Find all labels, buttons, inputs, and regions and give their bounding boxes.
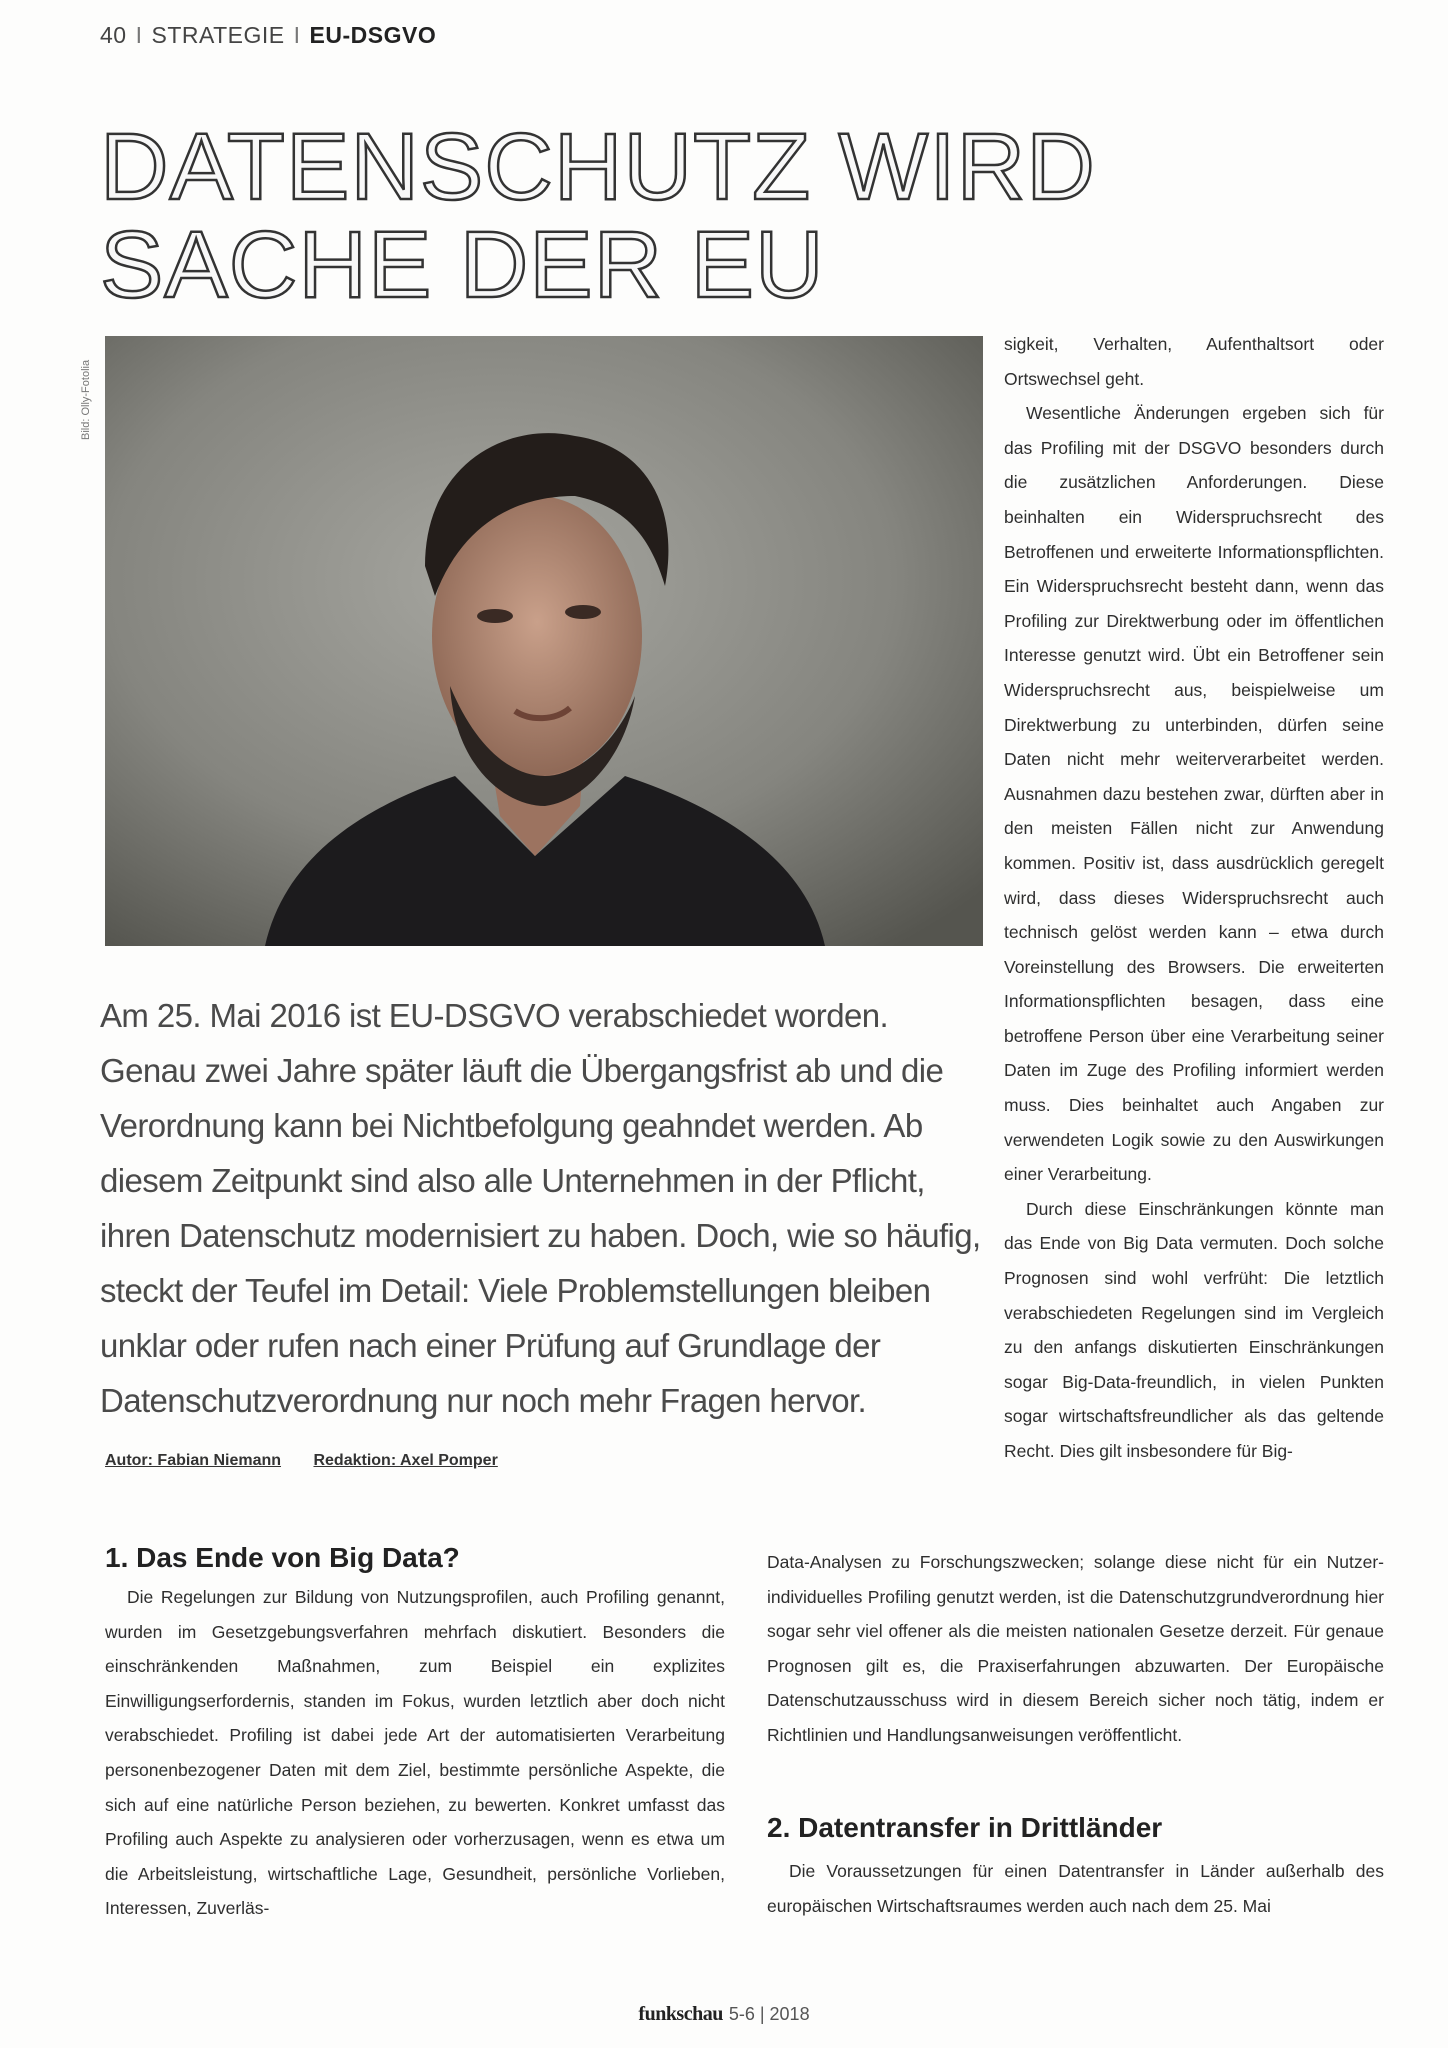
right-column-top <box>1004 327 1384 1469</box>
portrait-image <box>105 336 983 946</box>
author-line <box>105 1452 526 1470</box>
page-number: 40 <box>100 22 127 48</box>
paragraph: Die Regelungen zur Bildung von Nutzungsprofilen, auch Profiling genannt, wurden im Gesetzgebungsverfahren mehrfach diskutiert. Besonders die einschränkenden Maßnahmen, zum Beispiel ein explizites Einwilligungserfordernis, standen im Fokus, wurden letztlich aber doch nicht verabschiedet. Profiling ist dabei jede Art der automatisierten Verarbeitung personenbezogener Daten mit dem Ziel, bestimmte persönliche Aspekte, die sich auf eine natürliche Person beziehen, zu bewerten. Konkret umfasst das Profiling auch Aspekte zu analysieren oder vorherzusagen, wenn es etwa um die Arbeitsleistung, wirtschaftliche Lage, Gesundheit, persönliche Vorlieben, Interessen, Zuverläs- <box>105 1587 725 1919</box>
paragraph: Wesentliche Änderungen ergeben sich für das Profiling mit der DSGVO besonders durch die zusätzlichen Anforderungen. Diese beinhalten ein Widerspruchsrecht des Betroffenen und erweiterte Informationspflichten. Ein Widerspruchsrecht besteht dann, wenn das Profiling zur Direktwerbung oder im öffentlichen Interesse genutzt wird. Übt ein Betroffener sein Widerspruchsrecht aus, beispielweise um Direktwerbung zu unterbinden, dürfen seine Daten nicht mehr weiterverarbeitet werden. Ausnahmen dazu bestehen zwar, dürften aber in den meisten Fällen nicht zur Anwendung kommen. Positiv ist, dass ausdrücklich geregelt wird, dass dieses Widerspruchsrecht auch technisch gelöst werden kann – etwa durch Voreinstellung des Browsers. Die erweiterten Informationspflichten besagen, dass eine betroffene Person über eine Verarbeitung seiner Daten im Zuge des Profiling informiert werden muss. Dies beinhaltet auch Angaben zur verwendeten Logik sowie zu den Auswirkungen einer Verarbeitung. <box>1004 403 1384 1185</box>
topic-label: EU-DSGVO <box>309 22 437 48</box>
paragraph: sigkeit, Verhalten, Aufenthaltsort oder Ortswechsel geht. <box>1004 334 1384 389</box>
page-header: 40 I STRATEGIE I EU-DSGVO <box>100 22 437 48</box>
issue-number: 5-6 | 2018 <box>728 2004 810 2024</box>
magazine-logo: funkschau <box>638 2003 723 2025</box>
paragraph: Durch diese Einschränkungen könnte man das Ende von Big Data vermuten. Doch solche Prognosen sind wohl verfrüht: Die letztlich verabschiedeten Regelungen sind im Vergleich zu den anfangs diskutierten Einschränkungen sogar Big-Data-freundlich, in vielen Punkten sogar wirtschaftsfreundlicher als das geltende Recht. Dies gilt insbesondere für Big- <box>1004 1198 1384 1461</box>
article-title <box>100 114 1096 318</box>
photo-credit-text: Bild: Olly-Fotolia <box>80 359 92 440</box>
page-footer <box>0 2003 1448 2026</box>
section-heading-1: 1. Das Ende von Big Data? <box>105 1542 460 1573</box>
right-column-bottom <box>767 1545 1384 1753</box>
section-1-body <box>105 1580 725 1926</box>
editor-name: Redaktion: Axel Pomper <box>313 1452 498 1469</box>
section-label: STRATEGIE <box>151 22 285 48</box>
paragraph: Data-Analysen zu Forschungszwecken; solange diese nicht für ein Nutzer-individuelles Profiling genutzt werden, ist die Datenschutzgrundverordnung hier sogar sehr viel offener als die meisten nationalen Gesetze derzeit. Für genaue Prognosen gilt es, die Praxiserfahrungen abzuwarten. Der Europäische Datenschutzausschuss wird in diesem Bereich sicher noch tätig, indem er Richtlinien und Handlungsanweisungen veröffentlicht. <box>767 1552 1384 1745</box>
paragraph: Die Voraussetzungen für einen Datentransfer in Länder außerhalb des europäischen Wirtschaftsraumes werden auch nach dem 25. Mai <box>767 1861 1384 1916</box>
article-intro: Am 25. Mai 2016 ist EU-DSGVO verabschiedet worden. Genau zwei Jahre später läuft die Übergangsfrist ab und die Verordnung kann bei Nichtbefolgung geahndet werden. Ab diesem Zeitpunkt sind also alle Unternehmen in der Pflicht, ihren Datenschutz modernisiert zu haben. Doch, wie so häufig, steckt der Teufel im Detail: Viele Problemstellungen bleiben unklar oder rufen nach einer Prüfung auf Grundlage der Datenschutzverordnung nur noch mehr Fragen hervor. <box>100 997 981 1419</box>
section-2-body <box>767 1854 1384 1923</box>
title-line-2: SACHE DER EU <box>100 212 825 318</box>
article-photo <box>105 336 983 946</box>
author-name: Autor: Fabian Niemann <box>105 1452 282 1469</box>
title-line-1: DATENSCHUTZ WIRD <box>100 114 1096 220</box>
section-heading-2: 2. Datentransfer in Drittländer <box>767 1812 1163 1843</box>
